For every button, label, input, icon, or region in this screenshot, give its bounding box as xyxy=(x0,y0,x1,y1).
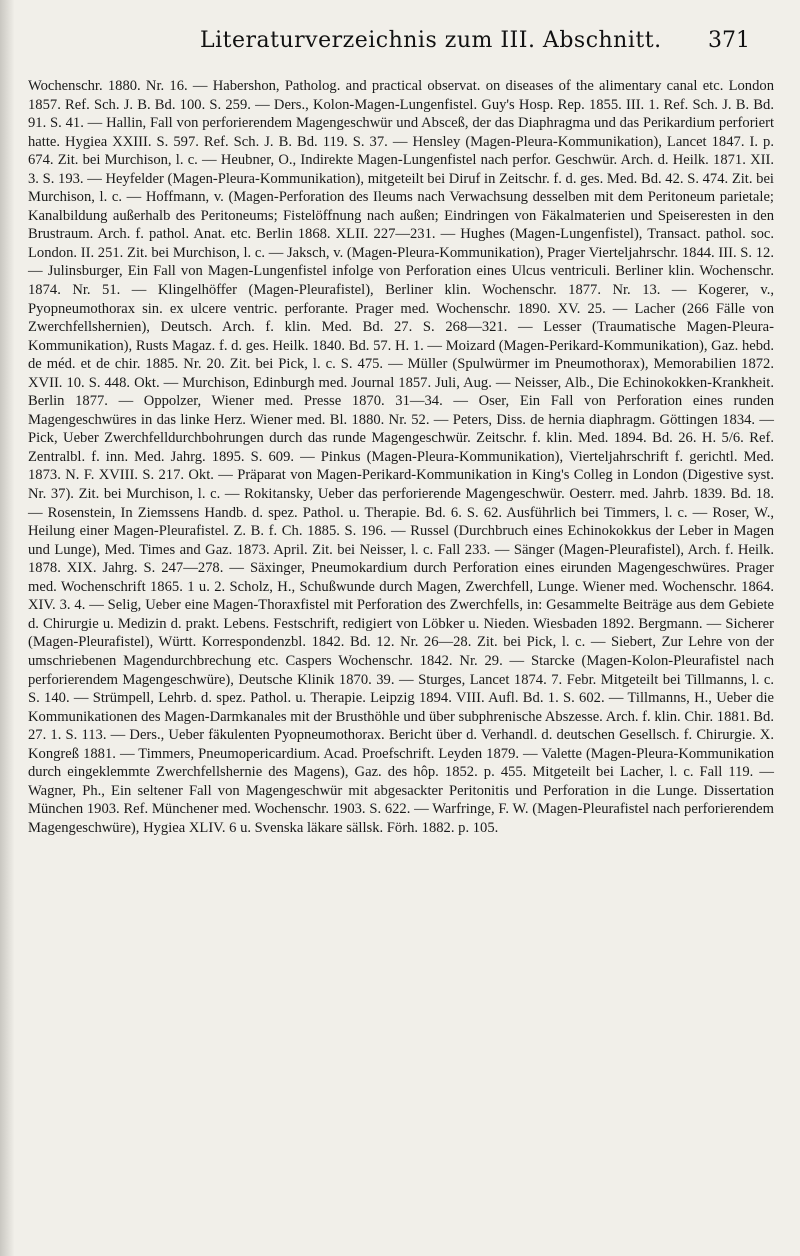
page-header xyxy=(130,28,750,58)
binding-edge-shadow xyxy=(0,0,14,1256)
page-number: 371 xyxy=(708,28,750,53)
running-title: Literaturverzeichnis zum III. Abschnitt. xyxy=(200,28,662,53)
bibliography-text xyxy=(28,77,774,1207)
bibliography-paragraph: Wochenschr. 1880. Nr. 16. — Habershon, Patholog. and practical observat. on diseases of the alimentary canal etc. London 1857. Ref. Sch. J. B. Bd. 100. S. 259. — Ders., Kolon-Magen-Lungenfistel. Guy's Hosp. Rep. 1855. III. 1. Ref. Sch. J. B. Bd. 91. S. 41. — Hallin, Fall von perforierendem Magengeschwür und Absceß, der das Diaphragma und das Perikardium perforiert hatte. Hygiea XXIII. S. 597. Ref. Sch. J. B. Bd. 119. S. 37. — Hensley (Magen-Pleura-Kommunikation), Lancet 1847. I. p. 674. Zit. bei Murchison, l. c. — Heubner, O., Indirekte Magen-Lungenfistel nach perfor. Geschwür. Arch. d. Heilk. 1871. XII. 3. S. 193. — Heyfelder (Magen-Pleura-Kommunikation), mitgeteilt bei Diruf in Zeitschr. f. d. ges. Med. Bd. 42. S. 474. Zit. bei Murchison, l. c. — Hoffmann, v. (Magen-Perforation des Ileums nach Verwachsung desselben mit dem Peritoneum parietale; Kanalbildung außerhalb des Peritoneums; Fistelöffnung nach außen; Eindringen von Fäkalmaterien und Speiseresten in den Brustraum. Arch. f. pathol. Anat. etc. Berlin 1868. XLII. 227—231. — Hughes (Magen-Lungenfistel), Transact. pathol. soc. London. II. 251. Zit. bei Murchison, l. c. — Jaksch, v. (Magen-Pleura-Kommunikation), Prager Vierteljahrschr. 1844. III. S. 12. — Julinsburger, Ein Fall von Magen-Lungenfistel infolge von Perforation eines Ulcus ventriculi. Berliner klin. Wochenschr. 1874. Nr. 51. — Klingelhöffer (Magen-Pleurafistel), Berliner klin. Wochenschr. 1877. Nr. 13. — Kogerer, v., Pyopneumothorax sin. ex ulcere ventric. perforante. Prager med. Wochenschr. 1890. XV. 25. — Lacher (266 Fälle von Zwerchfellshernien), Deutsch. Arch. f. klin. Med. Bd. 27. S. 268—321. — Lesser (Traumatische Magen-Pleura-Kommunikation), Rusts Magaz. f. d. ges. Heilk. 1840. Bd. 57. H. 1. — Moizard (Magen-Perikard-Kommunikation), Gaz. hebd. de méd. et de chir. 1885. Nr. 20. Zit. bei Pick, l. c. S. 475. — Müller (Spulwürmer im Pneumothorax), Memorabilien 1872. XVII. 10. S. 448. Okt. — Murchison, Edinburgh med. Journal 1857. Juli, Aug. — Neisser, Alb., Die Echinokokken-Krankheit. Berlin 1877. — Oppolzer, Wiener med. Presse 1870. 31—34. — Oser, Ein Fall von Perforation eines runden Magengeschwüres in das linke Herz. Wiener med. Bl. 1880. Nr. 52. — Peters, Diss. de hernia diaphragm. Göttingen 1834. — Pick, Ueber Zwerchfelldurchbohrungen durch das runde Magengeschwür. Zeitschr. f. klin. Med. 1894. Bd. 26. H. 5/6. Ref. Zentralbl. f. inn. Med. Jahrg. 1895. S. 609. — Pinkus (Magen-Pleura-Kommunikation), Vierteljahrschrift f. gerichtl. Med. 1873. N. F. XVIII. S. 217. Okt. — Präparat von Magen-Perikard-Kommunikation in King's Colleg in London (Digestive syst. Nr. 37). Zit. bei Murchison, l. c. — Rokitansky, Ueber das perforierende Magengeschwür. Oesterr. med. Jahrb. 1839. Bd. 18. — Rosenstein, In Ziemssens Handb. d. spez. Pathol. u. Therapie. Bd. 6. S. 62. Ausführlich bei Timmers, l. c. — Roser, W., Heilung einer Magen-Pleurafistel. Z. B. f. Ch. 1885. S. 196. — Russel (Durchbruch eines Echinokokkus der Leber in Magen und Lunge), Med. Times and Gaz. 1873. April. Zit. bei Neisser, l. c. Fall 233. — Sänger (Magen-Pleurafistel), Arch. f. Heilk. 1878. XIX. Jahrg. S. 247—278. — Säxinger, Pneumokardium durch Perforation eines eirunden Magengeschwüres. Prager med. Wochenschrift 1865. 1 u. 2. Scholz, H., Schußwunde durch Magen, Zwerchfell, Lunge. Wiener med. Wochenschr. 1864. XIV. 3. 4. — Selig, Ueber eine Magen-Thoraxfistel mit Perforation des Zwerchfells, in: Gesammelte Beiträge aus dem Gebiete d. Chirurgie u. Medizin d. prakt. Lebens. Festschrift, redigiert von Löbker u. Nieden. Wiesbaden 1892. Bergmann. — Sicherer (Magen-Pleurafistel), Württ. Korrespondenzbl. 1842. Bd. 12. Nr. 26—28. Zit. bei Pick, l. c. — Siebert, Zur Lehre von der umschriebenen Magendurchbrechung etc. Caspers Wochenschr. 1842. Nr. 29. — Starcke (Magen-Kolon-Pleurafistel nach perforierendem Magengeschwüre), Deutsche Klinik 1870. 39. — Sturges, Lancet 1874. 7. Febr. Mitgeteilt bei Tillmanns, l. c. S. 140. — Strümpell, Lehrb. d. spez. Pathol. u. Therapie. Leipzig 1894. VIII. Aufl. Bd. 1. S. 602. — Tillmanns, H., Ueber die Kommunikationen des Magen-Darmkanales mit der Brusthöhle und über subphrenische Abszesse. Arch. f. klin. Chir. 1881. Bd. 27. 1. S. 113. — Ders., Ueber fäkulenten Pyopneumothorax. Bericht über d. Verhandl. d. deutschen Gesellsch. f. Chirurgie. X. Kongreß 1881. — Timmers, Pneumopericardium. Acad. Proefschrift. Leyden 1879. — Valette (Magen-Pleura-Kommunikation durch eingeklemmte Zwerchfellshernie des Magens), Gaz. des hôp. 1852. p. 455. Mitgeteilt bei Lacher, l. c. Fall 119. — Wagner, Ph., Ein seltener Fall von Magengeschwür mit abgesackter Peritonitis und Perforation in die Lunge. Dissertation München 1903. Ref. Münchener med. Wochenschr. 1903. S. 622. — Warfringe, F. W. (Magen-Pleurafistel nach perforierendem Magengeschwüre), Hygiea XLIV. 6 u. Svenska läkare sällsk. Förh. 1882. p. 105. xyxy=(28,78,774,836)
